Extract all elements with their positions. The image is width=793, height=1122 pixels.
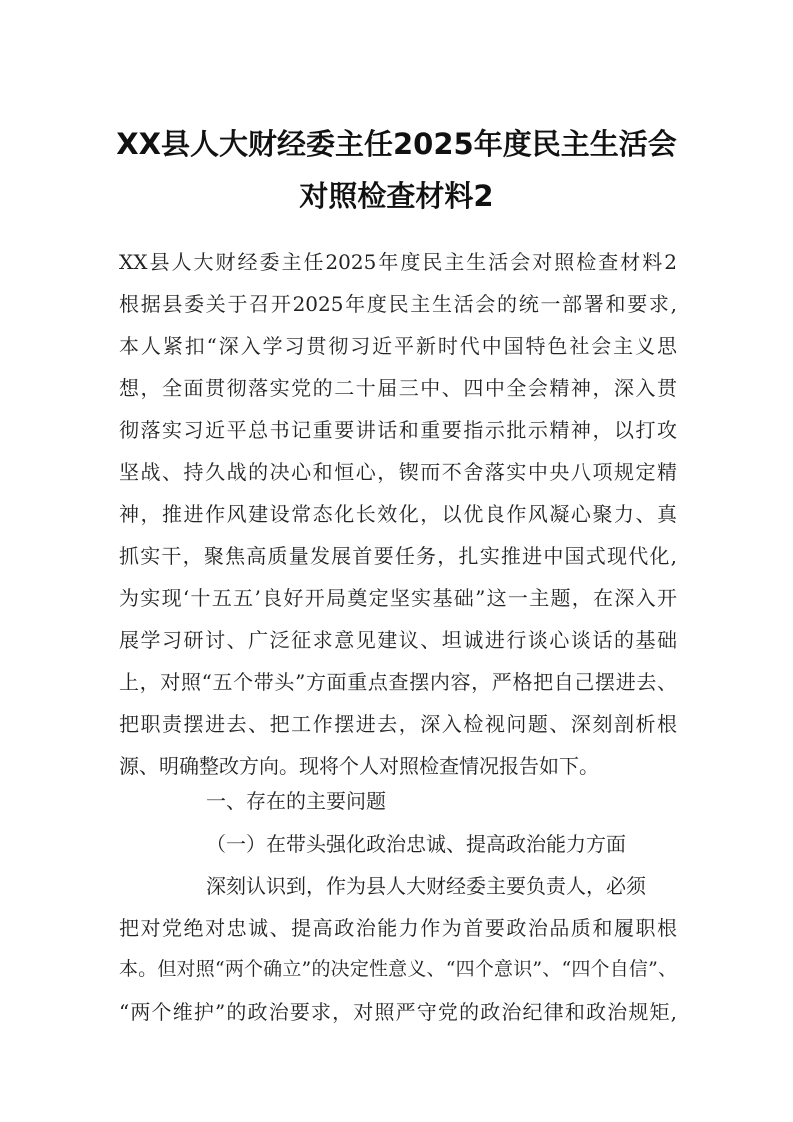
section-heading-1: 一、存在的主要问题 [206, 789, 386, 813]
subsection-line-3: 本。但对照“两个确立”的决定性意义、“四个意识”、“四个自信”、 [119, 958, 677, 980]
subsection-line-4: “两个维护”的政治要求，对照严守党的政治纪律和政治规矩, [119, 1000, 677, 1024]
intro-line-12: 把职责摆进去、把工作摆进去，深入检视问题、深刻剖析根 [119, 712, 677, 736]
intro-line-1: XX县人大财经委主任2025年度民主生活会对照检查材料2 [119, 250, 677, 274]
intro-line-6: 坚战、持久战的决心和恒心，锲而不舍落实中央八项规定精 [119, 460, 677, 484]
subsection-line-2: 把对党绝对忠诚、提高政治能力作为首要政治品质和履职根 [119, 916, 677, 940]
intro-line-11: 上，对照“五个带头”方面重点查摆内容，严格把自己摆进去、 [119, 670, 677, 694]
subsection-line-1: 深刻认识到，作为县人大财经委主要负责人，必须 [206, 874, 646, 898]
intro-line-13: 源、明确整改方向。现将个人对照检查情况报告如下。 [119, 754, 599, 778]
intro-line-3: 本人紧扣“深入学习贯彻习近平新时代中国特色社会主义思 [119, 334, 677, 358]
document-title-line-2: 对照检查材料2 [299, 179, 494, 213]
intro-line-2: 根据县委关于召开2025年度民主生活会的统一部署和要求, [119, 292, 677, 316]
intro-line-4: 想，全面贯彻落实党的二十届三中、四中全会精神，深入贯 [119, 376, 677, 400]
intro-line-9: 为实现‘十五五’良好开局奠定坚实基础”这一主题，在深入开 [119, 586, 677, 610]
intro-line-10: 展学习研讨、广泛征求意见建议、坦诚进行谈心谈话的基础 [119, 628, 677, 652]
subsection-heading-1: （一）在带头强化政治忠诚、提高政治能力方面 [206, 832, 626, 856]
intro-line-7: 神，推进作风建设常态化长效化，以优良作风凝心聚力、真 [119, 502, 677, 526]
intro-line-8: 抓实干，聚焦高质量发展首要任务，扎实推进中国式现代化, [119, 544, 677, 568]
document-title-line-1: XX县人大财经委主任2025年度民主生活会 [116, 127, 677, 161]
intro-line-5: 彻落实习近平总书记重要讲话和重要指示批示精神，以打攻 [119, 418, 677, 442]
